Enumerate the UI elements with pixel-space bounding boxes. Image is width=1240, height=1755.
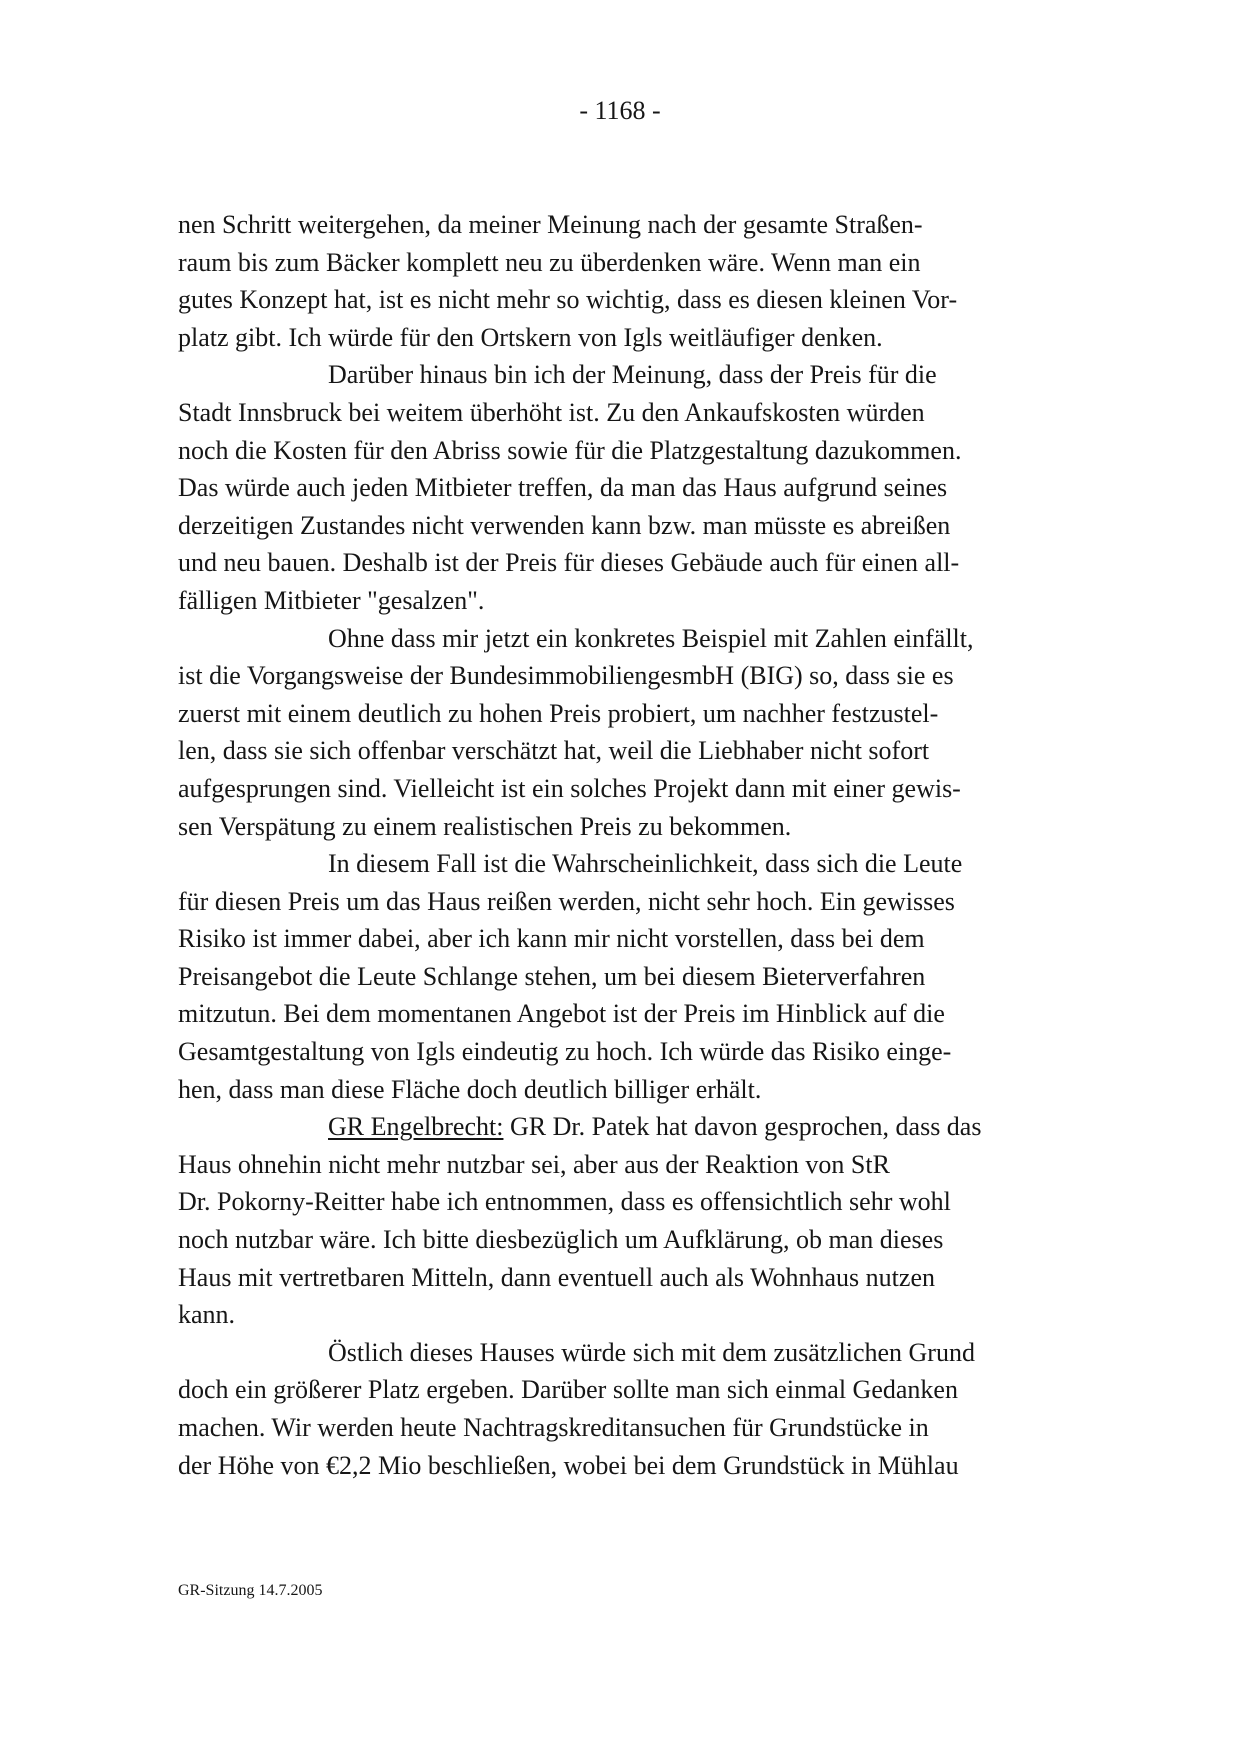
text-line: Stadt Innsbruck bei weitem überhöht ist. Zu den Ankaufskosten würden <box>178 397 925 427</box>
text-line: Haus mit vertretbaren Mitteln, dann eventuell auch als Wohnhaus nutzen <box>178 1262 935 1292</box>
paragraph <box>178 845 1078 1108</box>
text-line: mitzutun. Bei dem momentanen Angebot ist der Preis im Hinblick auf die <box>178 999 945 1029</box>
text-line: In diesem Fall ist die Wahrscheinlichkeit, dass sich die Leute <box>328 849 963 879</box>
text-line: Östlich dieses Hauses würde sich mit dem zusätzlichen Grund <box>328 1337 975 1367</box>
text-line: und neu bauen. Deshalb ist der Preis für dieses Gebäude auch für einen all- <box>178 548 960 578</box>
text-line: derzeitigen Zustandes nicht verwenden kann bzw. man müsste es abreißen <box>178 510 951 540</box>
text-line: gutes Konzept hat, ist es nicht mehr so wichtig, dass es diesen kleinen Vor- <box>178 285 958 315</box>
text-line: Darüber hinaus bin ich der Meinung, dass der Preis für die <box>328 360 937 390</box>
text-line: ist die Vorgangsweise der BundesimmobiliengesmbH (BIG) so, dass sie es <box>178 661 954 691</box>
text-line: aufgesprungen sind. Vielleicht ist ein solches Projekt dann mit einer gewis- <box>178 773 961 803</box>
text-line: Preisangebot die Leute Schlange stehen, um bei diesem Bieterverfahren <box>178 961 926 991</box>
text-line: Ohne dass mir jetzt ein konkretes Beispiel mit Zahlen einfällt, <box>328 623 974 653</box>
text-line: nen Schritt weitergehen, da meiner Meinung nach der gesamte Straßen- <box>178 210 923 239</box>
text-line: Gesamtgestaltung von Igls eindeutig zu hoch. Ich würde das Risiko einge- <box>178 1037 952 1067</box>
paragraph <box>178 1334 1078 1484</box>
text-line: Das würde auch jeden Mitbieter treffen, da man das Haus aufgrund seines <box>178 473 948 503</box>
body-text <box>178 206 1078 1484</box>
page-number: - 1168 - <box>579 96 661 125</box>
paragraph <box>178 356 1078 619</box>
text-line: noch nutzbar wäre. Ich bitte diesbezüglich um Aufklärung, ob man dieses <box>178 1225 944 1255</box>
text-line: len, dass sie sich offenbar verschätzt hat, weil die Liebhaber nicht sofort <box>178 736 930 766</box>
text-line: fälligen Mitbieter "gesalzen". <box>178 585 485 615</box>
text-line: noch die Kosten für den Abriss sowie für die Platzgestaltung dazukommen. <box>178 435 962 465</box>
paragraph <box>178 1108 1078 1334</box>
text-line: zuerst mit einem deutlich zu hohen Preis probiert, um nachher festzustel- <box>178 698 939 728</box>
text-line: kann. <box>178 1300 236 1330</box>
text-line: sen Verspätung zu einem realistischen Preis zu bekommen. <box>178 811 792 841</box>
text-line: platz gibt. Ich würde für den Ortskern von Igls weitläufiger denken. <box>178 322 883 352</box>
text-line: Haus ohnehin nicht mehr nutzbar sei, aber aus der Reaktion von StR <box>178 1149 890 1179</box>
text-line: hen, dass man diese Fläche doch deutlich billiger erhält. <box>178 1074 762 1104</box>
text-line: Risiko ist immer dabei, aber ich kann mir nicht vorstellen, dass bei dem <box>178 924 925 954</box>
speaker-name: GR Engelbrecht: <box>328 1112 504 1142</box>
paragraph <box>178 206 1078 356</box>
speaker-line-text: GR Dr. Patek hat davon gesprochen, dass das <box>503 1112 982 1142</box>
text-line: machen. Wir werden heute Nachtragskreditansuchen für Grundstücke in <box>178 1413 929 1442</box>
speaker-line <box>178 1108 1078 1146</box>
text-line: doch ein größerer Platz ergeben. Darüber sollte man sich einmal Gedanken <box>178 1375 958 1405</box>
paragraph <box>178 620 1078 846</box>
footer-session-date: GR-Sitzung 14.7.2005 <box>178 1582 323 1599</box>
text-line: Dr. Pokorny-Reitter habe ich entnommen, dass es offensichtlich sehr wohl <box>178 1187 951 1217</box>
text-line: für diesen Preis um das Haus reißen werden, nicht sehr hoch. Ein gewisses <box>178 886 955 916</box>
text-line: der Höhe von €2,2 Mio beschließen, wobei bei dem Grundstück in Mühlau <box>178 1450 959 1480</box>
text-line: raum bis zum Bäcker komplett neu zu überdenken wäre. Wenn man ein <box>178 247 921 277</box>
